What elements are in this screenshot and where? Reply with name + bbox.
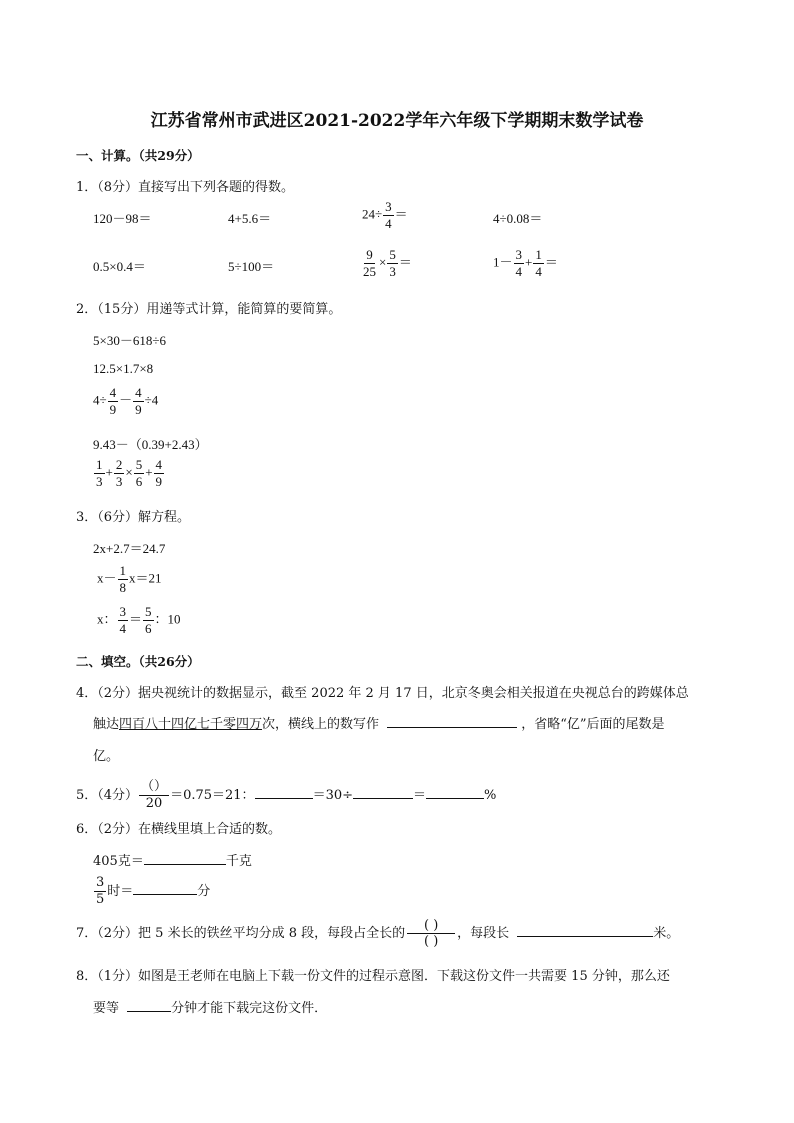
q6-blank-1[interactable] bbox=[144, 850, 226, 865]
operator: × bbox=[379, 254, 387, 270]
fraction bbox=[134, 458, 145, 489]
q5-blank-3[interactable] bbox=[426, 784, 484, 799]
q4-line3: 亿。 bbox=[93, 749, 120, 764]
q5-text: ＝0.75＝21： bbox=[170, 788, 255, 803]
denominator: 3 bbox=[96, 474, 103, 489]
fraction bbox=[143, 605, 154, 636]
q5-blank-1[interactable] bbox=[255, 784, 313, 799]
fraction bbox=[387, 248, 398, 279]
numerator: 3 bbox=[515, 247, 523, 262]
q5-text: % bbox=[484, 788, 497, 803]
q7 bbox=[76, 918, 679, 949]
numerator: 2 bbox=[115, 457, 123, 472]
q8-text: 要等 bbox=[93, 1001, 120, 1016]
q1-r1c1: 120－98＝ bbox=[93, 211, 152, 226]
q3-stem: 3．（6分）解方程。 bbox=[76, 510, 191, 525]
fraction bbox=[108, 386, 119, 417]
q1-r1c2: 4+5.6＝ bbox=[228, 211, 272, 226]
denominator: 4 bbox=[535, 264, 542, 279]
q6-stem: 6．（2分）在横线里填上合适的数。 bbox=[76, 822, 282, 837]
operator: × bbox=[125, 464, 133, 480]
numerator: 1 bbox=[119, 563, 127, 578]
q5 bbox=[76, 780, 496, 811]
q2-e4: 9.43－（0.39+2.43） bbox=[93, 437, 208, 452]
fraction bbox=[133, 386, 144, 417]
fraction bbox=[118, 605, 129, 636]
q7-blank[interactable] bbox=[517, 922, 653, 937]
fraction bbox=[361, 248, 378, 279]
denominator: 9 bbox=[135, 402, 142, 417]
numerator-blank[interactable]: ( ) bbox=[407, 918, 455, 934]
q4-line2 bbox=[93, 713, 664, 732]
q5-blank-2[interactable] bbox=[353, 784, 413, 799]
q8-line1: 8．（1分）如图是王老师在电脑上下载一份文件的过程示意图．下载这份文件一共需要 15 分钟，那么还 bbox=[76, 969, 670, 984]
expr-text: ＝ bbox=[544, 254, 558, 270]
denominator: 6 bbox=[135, 474, 143, 489]
q2-e3 bbox=[93, 386, 158, 417]
expr-text: 1－ bbox=[493, 254, 513, 270]
numerator: 3 bbox=[119, 604, 127, 619]
q6-blank-2[interactable] bbox=[133, 880, 197, 895]
denominator: 6 bbox=[145, 621, 152, 636]
q1-r2c1: 0.5×0.4＝ bbox=[93, 259, 146, 274]
fraction bbox=[94, 458, 105, 489]
denominator: 3 bbox=[115, 474, 123, 489]
numerator: 4 bbox=[155, 457, 163, 472]
q1-r1c4: 4÷0.08＝ bbox=[493, 211, 543, 226]
q7-text: ，每段长 bbox=[457, 926, 510, 941]
q4-text: ，省略“亿”后面的尾数是 bbox=[521, 717, 665, 732]
q8-text: 分钟才能下载完这份文件． bbox=[171, 1001, 328, 1016]
denominator: 8 bbox=[119, 580, 127, 595]
denominator-blank[interactable]: ( ) bbox=[423, 934, 439, 949]
section-2-heading: 二、填空。（共26分） bbox=[76, 654, 200, 669]
q7-fraction-blank[interactable] bbox=[407, 918, 455, 949]
numerator: 4 bbox=[109, 385, 117, 400]
q2-e1: 5×30－618÷6 bbox=[93, 333, 166, 348]
q1-stem: 1．（8分）直接写出下列各题的得数。 bbox=[76, 180, 295, 195]
q4-text: 次，横线上的数写作 bbox=[262, 717, 380, 732]
numerator: 3 bbox=[96, 875, 105, 890]
fraction bbox=[533, 248, 544, 279]
fraction bbox=[154, 458, 165, 489]
q5-label: 5．（4分） bbox=[76, 788, 139, 803]
expr-text: x－ bbox=[97, 570, 117, 586]
denominator: 4 bbox=[385, 216, 392, 231]
denominator: 4 bbox=[515, 264, 523, 279]
q3-e3 bbox=[97, 605, 181, 636]
numerator: 3 bbox=[385, 199, 392, 214]
section-1-heading: 一、计算。（共29分） bbox=[76, 148, 200, 163]
fraction bbox=[114, 458, 125, 489]
q4-text: 触达 bbox=[93, 717, 120, 732]
denominator: 9 bbox=[155, 474, 163, 489]
q5-text: ＝ bbox=[413, 788, 427, 803]
numerator-blank[interactable]: （） bbox=[141, 779, 168, 794]
denominator: 4 bbox=[119, 621, 127, 636]
expr-text: ＝ bbox=[398, 254, 412, 270]
fraction bbox=[514, 248, 525, 279]
expr-text: 4÷ bbox=[93, 392, 107, 408]
operator: + bbox=[105, 464, 113, 480]
numerator: 1 bbox=[96, 457, 103, 472]
q6-text: 405克＝ bbox=[93, 854, 144, 869]
expr-text: 24÷ bbox=[362, 206, 383, 222]
q6-line1 bbox=[93, 850, 252, 869]
numerator: 5 bbox=[135, 457, 143, 472]
expr-text: x： bbox=[97, 611, 117, 627]
operator: + bbox=[145, 464, 153, 480]
q4-line1: 4．（2分）据央视统计的数据显示，截至 2022 年 2 月 17 日，北京冬奥会相关报道在央视总台的跨媒体总 bbox=[76, 686, 689, 701]
q7-text: 米。 bbox=[653, 926, 680, 941]
fraction bbox=[118, 564, 129, 595]
expr-text: x＝21 bbox=[129, 570, 162, 586]
operator: － bbox=[119, 392, 133, 408]
q8-line2 bbox=[93, 997, 327, 1016]
q7-text: 7．（2分）把 5 米长的铁丝平均分成 8 段，每段占全长的 bbox=[76, 926, 406, 941]
q2-stem: 2．（15分）用递等式计算，能简算的要简算。 bbox=[76, 302, 342, 317]
q2-e2: 12.5×1.7×8 bbox=[93, 361, 154, 376]
numerator: 5 bbox=[145, 604, 152, 619]
expr-text: ：10 bbox=[154, 611, 181, 627]
numerator: 1 bbox=[535, 247, 542, 262]
expr-text: ÷4 bbox=[144, 392, 159, 408]
q6-text: 分 bbox=[197, 884, 211, 899]
q6-text: 时＝ bbox=[107, 884, 134, 899]
operator: ＝ bbox=[129, 611, 143, 627]
fraction bbox=[94, 876, 106, 907]
operator: + bbox=[525, 254, 533, 270]
expr-text: ＝ bbox=[394, 206, 408, 222]
denominator: 3 bbox=[389, 264, 396, 279]
page-title: 江苏省常州市武进区2021-2022学年六年级下学期期末数学试卷 bbox=[150, 111, 644, 131]
numerator: 9 bbox=[366, 247, 373, 262]
numerator: 5 bbox=[389, 247, 396, 262]
denominator: 20 bbox=[145, 796, 163, 811]
fraction bbox=[383, 200, 394, 231]
q1-r2c4 bbox=[493, 248, 558, 279]
denominator: 25 bbox=[363, 264, 376, 279]
q4-answer-blank-1[interactable] bbox=[387, 713, 517, 728]
denominator: 9 bbox=[109, 402, 117, 417]
denominator: 5 bbox=[96, 892, 105, 907]
q6-text: 千克 bbox=[225, 854, 252, 869]
q1-r1c3 bbox=[362, 200, 408, 231]
q2-e5 bbox=[93, 458, 165, 489]
q1-r2c2: 5÷100＝ bbox=[228, 259, 275, 274]
numerator: 4 bbox=[135, 385, 142, 400]
q3-e1: 2x+2.7＝24.7 bbox=[93, 541, 166, 556]
q1-r2c3 bbox=[360, 248, 412, 279]
fraction bbox=[139, 780, 169, 811]
q3-e2 bbox=[97, 564, 162, 595]
q6-line2 bbox=[93, 876, 210, 907]
q4-underlined-number: 四百八十四亿七千零四万 bbox=[119, 717, 263, 732]
q8-blank[interactable] bbox=[127, 997, 171, 1012]
q5-text: ＝30÷ bbox=[312, 788, 353, 803]
